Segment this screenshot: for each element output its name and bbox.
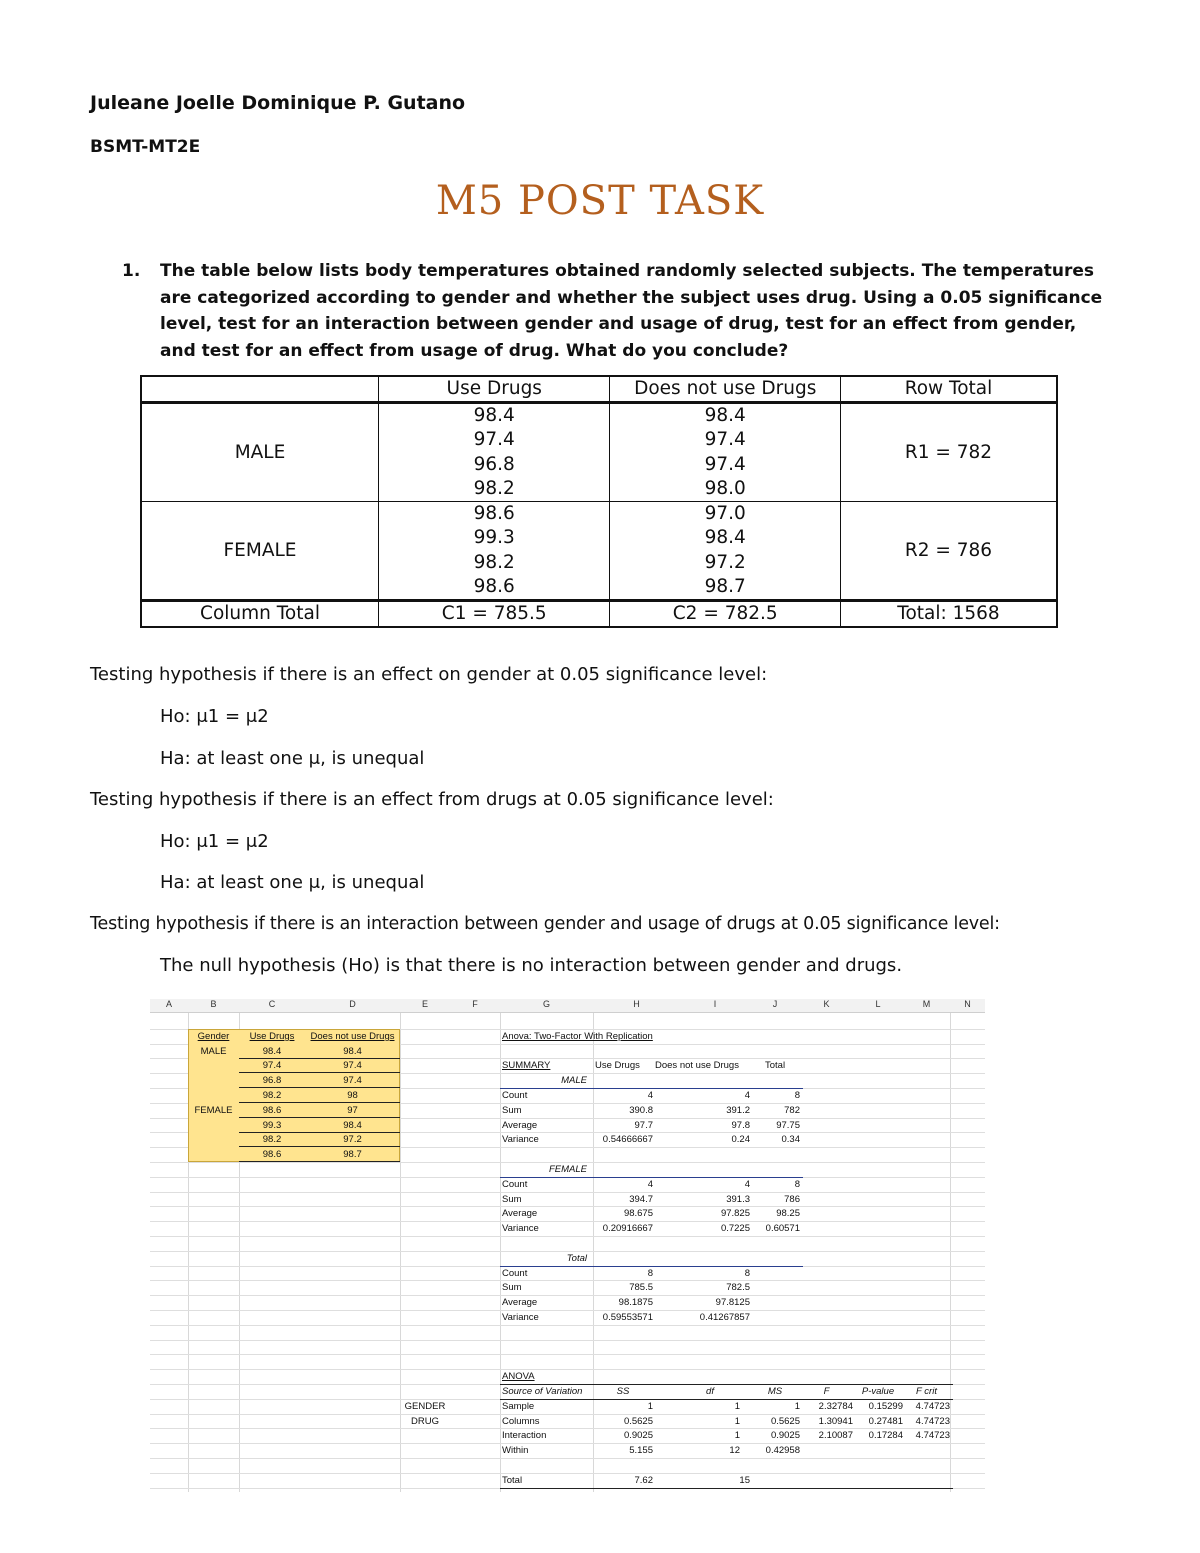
- anova-value: [853, 1443, 903, 1458]
- anova-value: 0.9025: [770, 1430, 800, 1442]
- summary-value: 97.8125: [715, 1297, 750, 1309]
- table-value: 97.4: [473, 429, 515, 451]
- summary-value: 0.54666667: [602, 1134, 653, 1146]
- table-value: 98.4: [704, 405, 746, 426]
- sheet-value-cell: 98.2: [262, 1090, 282, 1101]
- table-value: 98.6: [473, 576, 515, 598]
- summary-label: SUMMARY: [502, 1060, 551, 1072]
- gridline: [950, 1013, 951, 1492]
- summary-value: 97.75: [776, 1119, 800, 1131]
- column-header: G: [500, 999, 593, 1013]
- summary-value: 0.7225: [720, 1223, 750, 1235]
- anova-value: 7.62: [634, 1474, 653, 1486]
- table-header-cell: Row Total: [840, 376, 1057, 403]
- table-header-cell: [141, 376, 379, 403]
- anova-source: Interaction: [502, 1430, 547, 1442]
- summary-value: 98.675: [623, 1208, 653, 1220]
- anova-value: 15: [739, 1474, 750, 1486]
- anova-header: Source of Variation: [502, 1386, 583, 1397]
- anova-source: Columns: [502, 1415, 540, 1427]
- summary-header: Does not use Drugs: [655, 1060, 739, 1072]
- summary-value: 8: [794, 1178, 800, 1190]
- summary-row-label: Variance: [502, 1134, 539, 1146]
- anova-value: 1: [734, 1415, 740, 1427]
- side-label: GENDER: [404, 1400, 446, 1412]
- group-label: FEMALE: [548, 1164, 587, 1175]
- group-label: Total: [566, 1252, 587, 1264]
- table-rule: [239, 1058, 400, 1059]
- table-header-cell: Does not use Drugs: [610, 376, 840, 403]
- footer-cell: C1 = 785.5: [379, 601, 610, 628]
- anova-title: Anova: Two-Factor With Replication: [502, 1030, 653, 1042]
- no-drugs-values: [610, 403, 840, 502]
- column-header: N: [950, 999, 985, 1013]
- summary-row-label: Variance: [502, 1223, 539, 1235]
- table-rule: [239, 1072, 400, 1073]
- anova-source: Within: [502, 1445, 529, 1457]
- anova-value: [800, 1443, 853, 1458]
- question-text: The table below lists body temperatures obtained randomly selected subjects. The temperatures are categorized according to gender and whether the subject uses drug. Using a 0.05 significance level, test for an interaction between gender and usage of drug, test for an effect from gender, and test for an effect from usage of drug. What do you conclude?: [160, 261, 1103, 361]
- sheet-value-cell: 98: [347, 1090, 358, 1101]
- anova-value: 12: [729, 1445, 740, 1457]
- table-value: 99.3: [473, 527, 515, 549]
- sheet-value-cell: 96.8: [262, 1075, 282, 1087]
- anova-header: P-value: [861, 1386, 895, 1397]
- summary-value: 0.41267857: [699, 1312, 750, 1323]
- sheet-value-cell: 98.6: [262, 1104, 282, 1116]
- summary-row-label: Average: [502, 1297, 538, 1309]
- anova-value: 1: [734, 1430, 740, 1442]
- column-header: J: [750, 999, 800, 1013]
- table-value: 97.0: [704, 503, 746, 525]
- sheet-header-cell: Does not use Drugs: [310, 1030, 395, 1042]
- summary-value: [750, 1310, 800, 1325]
- anova-header: F crit: [916, 1386, 937, 1397]
- table-rule: [239, 1161, 400, 1162]
- anova-value: 2.32784: [818, 1400, 853, 1412]
- column-header: K: [800, 999, 853, 1013]
- sheet-gender-cell: [188, 1088, 239, 1103]
- table-rule: [239, 1102, 400, 1103]
- anova-header: MS: [767, 1386, 783, 1397]
- anova-value: 0.9025: [623, 1430, 653, 1442]
- anova-value: 4.74723: [915, 1430, 950, 1442]
- column-header: L: [853, 999, 903, 1013]
- sheet-header-cell: Gender: [197, 1030, 230, 1042]
- anova-header: F: [823, 1386, 830, 1397]
- summary-value: 391.3: [726, 1193, 750, 1205]
- summary-value: 0.59553571: [602, 1312, 653, 1323]
- column-header: I: [680, 999, 750, 1013]
- table-value: 97.2: [704, 551, 746, 573]
- anova-value: 0.15299: [868, 1400, 903, 1412]
- table-value: 98.4: [704, 527, 746, 549]
- table-value: 96.8: [473, 453, 515, 475]
- summary-row-label: Sum: [502, 1104, 522, 1116]
- anova-header: df: [706, 1386, 714, 1397]
- summary-row-label: Sum: [502, 1282, 522, 1294]
- summary-value: 4: [744, 1090, 750, 1101]
- table-header-cell: Use Drugs: [379, 376, 610, 403]
- anova-total-label: Total: [502, 1474, 523, 1486]
- summary-row-label: Average: [502, 1119, 538, 1131]
- row-total: R1 = 782: [840, 403, 1057, 502]
- summary-value: 4: [647, 1090, 653, 1101]
- interaction-hypothesis-heading: Testing hypothesis if there is an interaction between gender and usage of drugs at 0.05 significance level:: [90, 914, 1000, 934]
- sheet-value-cell: 98.6: [262, 1149, 282, 1161]
- summary-value: [750, 1280, 800, 1295]
- table-value: 98.4: [473, 405, 515, 426]
- table-header-row: [141, 376, 1057, 403]
- summary-value: 394.7: [629, 1193, 653, 1205]
- summary-value: 782.5: [726, 1282, 750, 1294]
- row-label: MALE: [141, 403, 379, 502]
- summary-value: 0.60571: [765, 1223, 800, 1235]
- sheet-value-cell: 97.4: [343, 1060, 362, 1072]
- summary-value: 786: [784, 1193, 800, 1205]
- table-rule: [239, 1132, 400, 1133]
- sheet-gender-cell: [188, 1073, 239, 1088]
- column-header: H: [593, 999, 680, 1013]
- sheet-gender-cell: MALE: [200, 1045, 227, 1057]
- sheet-value-cell: 98.2: [262, 1134, 282, 1146]
- sheet-gender-cell: [188, 1147, 239, 1162]
- gridline: [150, 1369, 985, 1370]
- summary-row-label: Average: [502, 1208, 538, 1220]
- sheet-gender-cell: [188, 1118, 239, 1133]
- table-rule: [239, 1117, 400, 1118]
- summary-header: Use Drugs: [595, 1060, 640, 1072]
- gender-hypothesis-heading: Testing hypothesis if there is an effect on gender at 0.05 significance level:: [90, 664, 768, 685]
- question-1: [122, 258, 1117, 364]
- sheet-gender-cell: FEMALE: [194, 1104, 233, 1116]
- column-header: C: [239, 999, 305, 1013]
- column-header: M: [903, 999, 950, 1013]
- summary-value: 8: [794, 1090, 800, 1101]
- anova-value: 5.155: [629, 1445, 653, 1457]
- anova-rule: [500, 1488, 953, 1489]
- table-value: 98.6: [473, 503, 515, 525]
- sheet-value-cell: 98.4: [343, 1045, 362, 1057]
- anova-source: Sample: [502, 1400, 535, 1412]
- table-rule: [239, 1146, 400, 1147]
- sheet-value-cell: 97.4: [262, 1060, 282, 1072]
- no-drugs-values: [610, 502, 840, 601]
- table-value: 98.0: [704, 477, 746, 499]
- table-value: 98.7: [704, 576, 746, 598]
- summary-value: 4: [647, 1178, 653, 1190]
- table-rule: [239, 1087, 400, 1088]
- sheet-value-cell: 99.3: [262, 1119, 282, 1131]
- sheet-value-cell: 98.4: [262, 1045, 282, 1057]
- anova-value: 0.5625: [623, 1415, 653, 1427]
- question-number: 1.: [122, 261, 141, 281]
- anova-header: SS: [616, 1386, 630, 1397]
- sheet-value-cell: 97.4: [343, 1075, 362, 1087]
- summary-value: 4: [744, 1178, 750, 1190]
- sheet-header-cell: Use Drugs: [249, 1030, 295, 1042]
- sheet-value-cell: 98.7: [343, 1149, 362, 1161]
- column-header: B: [188, 999, 239, 1013]
- table-row-male: [141, 403, 1057, 502]
- gridline: [150, 1340, 985, 1341]
- drugs-alt-hypothesis: Ha: at least one μ, is unequal: [160, 872, 425, 893]
- summary-value: 97.7: [634, 1119, 653, 1131]
- summary-value: 390.8: [629, 1104, 653, 1116]
- anova-value: 1: [647, 1400, 653, 1412]
- drugs-hypothesis-heading: Testing hypothesis if there is an effect from drugs at 0.05 significance level:: [90, 789, 774, 810]
- summary-value: 785.5: [629, 1282, 653, 1294]
- side-label: DRUG: [411, 1415, 439, 1427]
- anova-rule: [500, 1384, 953, 1385]
- group-label: MALE: [561, 1075, 587, 1087]
- use-drugs-values: [379, 403, 610, 502]
- section-code: BSMT-MT2E: [90, 137, 201, 157]
- sheet-value-cell: 98.4: [343, 1119, 362, 1131]
- anova-value: 2.10087: [818, 1430, 853, 1442]
- gridline: [150, 1354, 985, 1355]
- column-header: E: [400, 999, 450, 1013]
- summary-value: 0.34: [781, 1134, 800, 1146]
- sheet-value-cell: 97.2: [343, 1134, 362, 1146]
- summary-row-label: Count: [502, 1267, 528, 1279]
- footer-cell: C2 = 782.5: [610, 601, 840, 628]
- use-drugs-values: [379, 502, 610, 601]
- summary-row-label: Sum: [502, 1193, 522, 1205]
- footer-cell: Column Total: [141, 601, 379, 628]
- summary-header: Total: [765, 1060, 786, 1072]
- sheet-gender-cell: [188, 1058, 239, 1073]
- column-header: F: [450, 999, 500, 1013]
- sheet-value-cell: 97: [347, 1104, 358, 1116]
- summary-value: 97.825: [720, 1208, 750, 1220]
- anova-value: 0.5625: [770, 1415, 800, 1427]
- table-footer-row: [141, 601, 1057, 628]
- summary-value: 391.2: [726, 1104, 750, 1116]
- table-value: 97.4: [704, 429, 746, 451]
- summary-value: [750, 1266, 800, 1281]
- summary-value: 8: [647, 1267, 653, 1279]
- summary-value: 0.24: [731, 1134, 750, 1146]
- summary-value: [750, 1295, 800, 1310]
- column-header: D: [305, 999, 400, 1013]
- table-value: 98.2: [473, 477, 515, 499]
- summary-value: 98.25: [776, 1208, 800, 1220]
- column-header: A: [150, 999, 188, 1013]
- page-title: M5 POST TASK: [435, 178, 765, 224]
- anova-value: 1.30941: [818, 1415, 853, 1427]
- table-row-female: [141, 502, 1057, 601]
- anova-value: [903, 1443, 950, 1458]
- summary-value: 782: [784, 1104, 800, 1116]
- spreadsheet-screenshot: [150, 999, 985, 1492]
- summary-row-label: Count: [502, 1090, 528, 1101]
- sheet-gender-cell: [188, 1132, 239, 1147]
- gender-null-hypothesis: Ho: μ1 = μ2: [160, 706, 269, 727]
- interaction-null-hypothesis: The null hypothesis (Ho) is that there is no interaction between gender and drugs.: [160, 955, 903, 976]
- table-value: 98.2: [473, 551, 515, 573]
- anova-value: 4.74723: [915, 1415, 950, 1427]
- anova-value: 0.17284: [868, 1430, 903, 1442]
- footer-cell: Total: 1568: [840, 601, 1057, 628]
- anova-value: 1: [734, 1400, 740, 1412]
- anova-label: ANOVA: [502, 1371, 535, 1383]
- author-name: Juleane Joelle Dominique P. Gutano: [90, 92, 466, 114]
- summary-value: 0.20916667: [602, 1223, 653, 1235]
- table-value: 97.4: [704, 453, 746, 475]
- summary-row-label: Count: [502, 1178, 528, 1190]
- summary-value: 8: [744, 1267, 750, 1279]
- gender-alt-hypothesis: Ha: at least one μ, is unequal: [160, 748, 425, 769]
- temperature-table: [140, 375, 1058, 628]
- drugs-null-hypothesis: Ho: μ1 = μ2: [160, 831, 269, 852]
- row-label: FEMALE: [141, 502, 379, 601]
- anova-value: 0.27481: [868, 1415, 903, 1427]
- anova-value: 4.74723: [915, 1400, 950, 1412]
- summary-value: 98.1875: [618, 1297, 653, 1309]
- anova-value: 0.42958: [765, 1445, 800, 1457]
- row-total: R2 = 786: [840, 502, 1057, 601]
- anova-value: 1: [794, 1400, 800, 1412]
- summary-row-label: Variance: [502, 1312, 539, 1323]
- summary-value: 97.8: [731, 1119, 750, 1131]
